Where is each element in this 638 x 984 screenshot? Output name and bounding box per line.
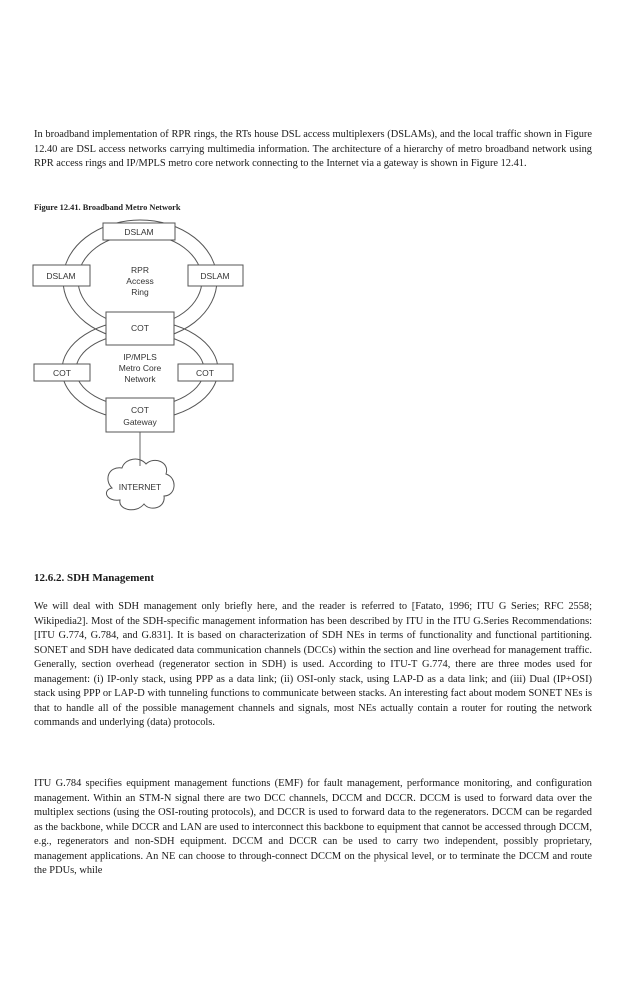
rpr-label-line3: Ring — [131, 287, 149, 297]
rpr-label-line2: Access — [126, 276, 154, 286]
ipmpls-label-line3: Network — [124, 374, 156, 384]
ipmpls-label-line1: IP/MPLS — [123, 352, 157, 362]
cot-left-label: COT — [53, 368, 71, 378]
paragraph-sdh-management: We will deal with SDH management only briefly here, and the reader is referred to [Fatato, 1996; ITU G Series; RFC 2558; Wikipedia2]. Most of the SDH-specific management information has been described by ITU in the ITU G.Series Recommendations: [ITU G.774, G.784, and G.831]. It is based on characterization of SDH NEs in terms of functionality and functional partitioning. SONET and SDH have dedicated data communication channels (DCCs) within the section and line overhead for management traffic. Generally, section overhead (regenerator section in SDH) is used. According to ITU-T G.774, there are three modes used for management: (i) IP-only stack, using PPP as a data link; (ii) OSI-only stack, using LAP-D as a data link; and (iii) Dual (IP+OSI) stack using PPP or LAP-D with tunneling functions to communicate between stacks. An interesting fact about modem SONET NEs is that to handle all of the possible management channels and signals, most NEs actually contain a router for routing the network commands and underlying (data) protocols. — [34, 601, 592, 728]
figure-caption: Figure 12.41. Broadband Metro Network — [34, 203, 181, 212]
internet-label: INTERNET — [118, 482, 162, 492]
ipmpls-label-line2: Metro Core — [118, 363, 162, 373]
rpr-label-line1: RPR — [131, 265, 149, 275]
dslam-left-label: DSLAM — [46, 271, 76, 281]
gateway-label-line2: Gateway — [123, 417, 157, 427]
gateway-label-line1: COT — [131, 405, 149, 415]
dslam-top-label: DSLAM — [124, 227, 154, 237]
section-heading: 12.6.2. SDH Management — [34, 572, 155, 584]
dslam-right-label: DSLAM — [200, 271, 230, 281]
cot-center-label: COT — [131, 323, 149, 333]
cot-right-label: COT — [196, 368, 214, 378]
paragraph-itu-g784: ITU G.784 specifies equipment management functions (EMF) for fault management, performance monitoring, and configuration management. Within an STM-N signal there are two DCC channels, DCCM and DCCR. DCCM is used to forward data over the multiplex sections (using the OSI-routing protocols), and DCCR is used to forward data to the regenerators. DCCM can be regarded as the backbone, while DCCR and LAN are used to interconnect this backbone to equipment that cannot be accessed through DCCM, e.g., regenerators and non-SDH equipment. DCCM and DCCR can be used to carry two independent, possibly proprietary, management applications. An NE can choose to through-connect DCCM on the physical level, or to terminate the DCCM and route the PDUs, while — [34, 778, 592, 876]
intro-paragraph: In broadband implementation of RPR rings, the RTs house DSL access multiplexers (DSLAMs), and the local traffic shown in Figure 12.40 are DSL access networks carrying multimedia information. The architecture of a hierarchy of metro broadband network using RPR access rings and IP/MPLS metro core network connecting to the Internet via a gateway is shown in Figure 12.41. — [34, 129, 592, 169]
